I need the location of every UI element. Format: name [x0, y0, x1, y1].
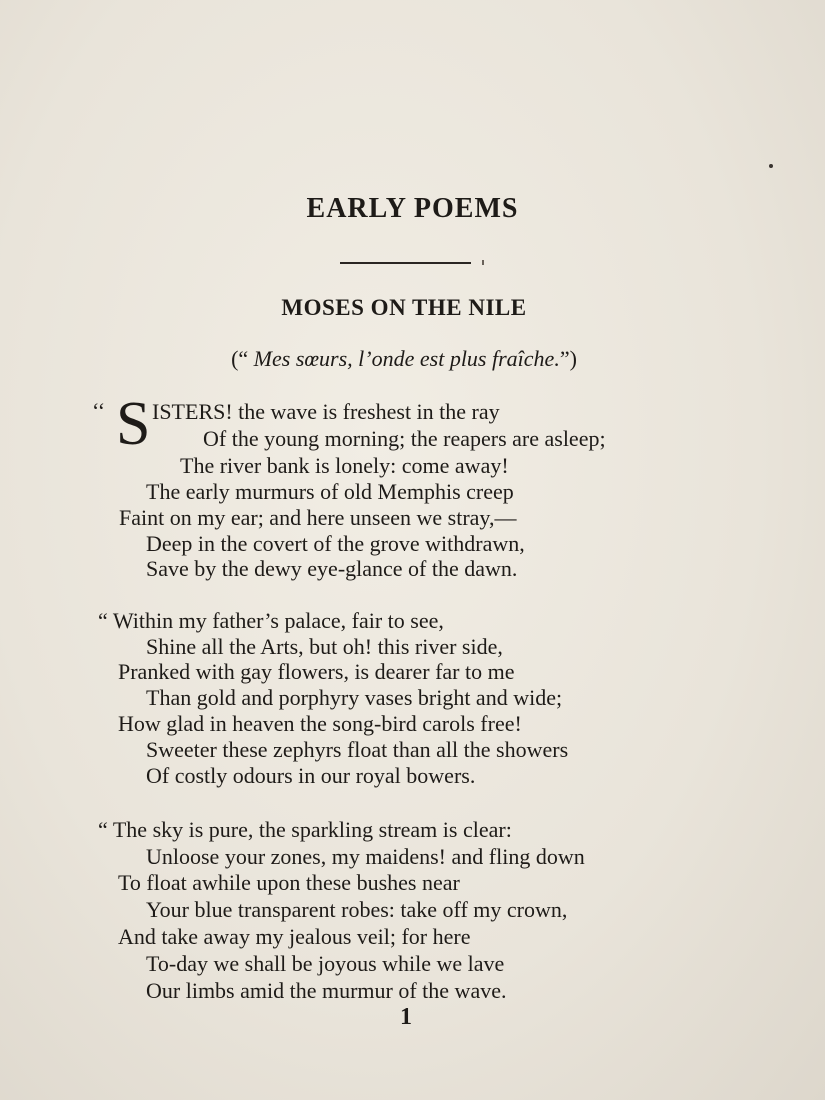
poem-line: Pranked with gay flowers, is dearer far to me — [118, 659, 515, 684]
book-title: EARLY POEMS — [306, 193, 519, 224]
epigraph-text: Mes sœurs, l’onde est plus fraîche. — [253, 346, 560, 371]
epigraph — [0, 346, 808, 372]
poem-line: How glad in heaven the song-bird carols free! — [118, 711, 522, 736]
rule-mark — [482, 260, 484, 265]
poem-line: And take away my jealous veil; for here — [118, 924, 471, 949]
poem-line: The early murmurs of old Memphis creep — [146, 479, 514, 504]
ink-speck — [769, 164, 773, 168]
poem-line: Sweeter these zephyrs float than all the showers — [146, 737, 569, 762]
poem-line: ISTERS! the wave is freshest in the ray — [152, 399, 500, 424]
poem-line: Shine all the Arts, but oh! this river side, — [146, 634, 503, 659]
poem-line: “ The sky is pure, the sparkling stream is clear: — [98, 817, 512, 842]
page-number: 1 — [400, 1004, 412, 1030]
poem-line: To float awhile upon these bushes near — [118, 870, 460, 895]
epigraph-open: (“ — [231, 346, 254, 371]
poem-line: “ Within my father’s palace, fair to see, — [98, 608, 444, 633]
poem-line: The river bank is lonely: come away! — [180, 453, 509, 478]
poem-line: Than gold and porphyry vases bright and wide; — [146, 685, 563, 710]
poem-line: Unloose your zones, my maidens! and fling down — [146, 844, 585, 869]
drop-cap: S — [116, 390, 151, 458]
poem-line: Our limbs amid the murmur of the wave. — [146, 978, 507, 1003]
poem-line: Save by the dewy eye-glance of the dawn. — [146, 556, 518, 581]
poem-line: Deep in the covert of the grove withdrawn, — [146, 531, 525, 556]
poem-line: Of costly odours in our royal bowers. — [146, 763, 476, 788]
poem-line: Of the young morning; the reapers are asleep; — [203, 426, 606, 451]
poem-line: To-day we shall be joyous while we lave — [146, 951, 505, 976]
stanza1-open-quote: ‘‘ — [92, 398, 106, 423]
poem-line: Faint on my ear; and here unseen we stray,— — [119, 505, 517, 530]
title-rule — [340, 262, 471, 264]
epigraph-close: ”) — [559, 346, 577, 371]
poem-title: MOSES ON THE NILE — [281, 295, 527, 320]
poem-line: Your blue transparent robes: take off my crown, — [146, 897, 568, 922]
